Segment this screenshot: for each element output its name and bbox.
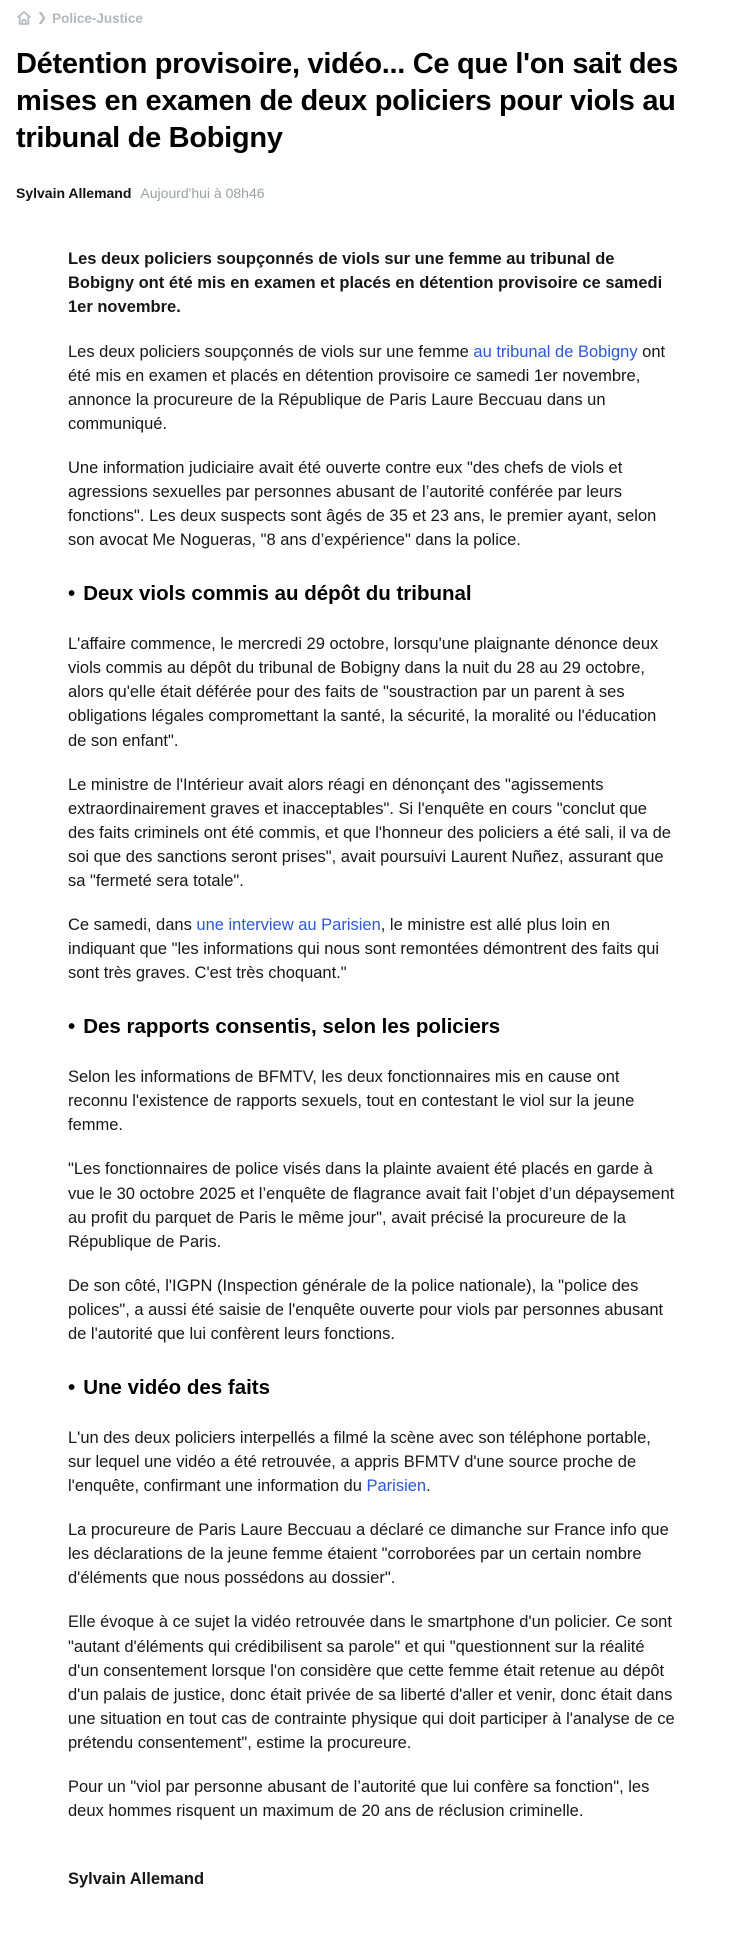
article-paragraph: L'affaire commence, le mercredi 29 octobre, lorsqu'une plaignante dénonce deux viols commis au dépôt du tribunal de Bobigny dans la nuit du 28 au 29 octobre, alors qu'elle était déférée pour des faits de "soustraction par un parent à ses obligations légales compromettant la santé, la sécurité, la moralité ou l'éducation de son enfant". <box>68 635 659 750</box>
article-paragraph: "Les fonctionnaires de police visés dans la plainte avaient été placés en garde à vue le 30 octobre 2025 et l’enquête de flagrance avait fait l’objet d’un dépaysement au profit du parquet de Paris le même jour", avait précisé la procureure de la République de Paris. <box>68 1160 675 1251</box>
article-paragraph: L'un des deux policiers interpellés a filmé la scène avec son téléphone portable, sur lequel une vidéo a été retrouvée, a appris BFMTV d'une source proche de l'enquête, confirmant une information du Parisien. <box>68 1428 651 1496</box>
bullet-icon: • <box>68 1015 76 1039</box>
article-content <box>68 340 678 1824</box>
article-title: Détention provisoire, vidéo... Ce que l'on sait des mises en examen de deux policiers pour viols au tribunal de Bobigny <box>16 48 678 155</box>
bullet-icon: • <box>68 582 76 606</box>
chevron-right-icon: ❯ <box>37 10 48 24</box>
breadcrumb-section-link[interactable]: Police-Justice <box>52 10 143 26</box>
section-heading: • Une vidéo des faits <box>68 1375 271 1399</box>
author-name: Sylvain Allemand <box>16 185 132 202</box>
article-paragraph: Une information judiciaire avait été ouverte contre eux "des chefs de viols et agressions sexuelles par personnes abusant de l’autorité conférée par leurs fonctions". Les deux suspects sont âgés de 35 et 23 ans, le premier ayant, selon son avocat Me Nogueras, "8 ans d’expérience" dans la police. <box>68 458 657 550</box>
article-paragraph: Elle évoque à ce sujet la vidéo retrouvée dans le smartphone d'un policier. Ce sont "autant d'éléments qui crédibilisent sa parole" et qui "questionnent sur la réalité d'un consentement lorsque l'on considère que cette femme était retenue au dépôt d'un palais de justice, donc était privée de sa liberté d'aller et venir, donc était dans une situation en tout cas de contrainte physique qui doit participer à l'analyse de ce prétendu consentement", estime la procureure. <box>68 1613 675 1752</box>
inline-link[interactable]: au tribunal de Bobigny <box>473 342 638 361</box>
article-body <box>68 247 678 1891</box>
article-paragraph: Le ministre de l'Intérieur avait alors réagi en dénonçant des "agissements extraordinairement graves et inacceptables". Si l'enquête en cours "conclut que des faits criminels ont été commis, et que l'honneur des policiers a été sali, il va de soi que des sanctions seront prises", avait poursuivi Laurent Nuñez, assurant que sa "fermeté sera totale". <box>68 775 671 890</box>
article-paragraph: De son côté, l'IGPN (Inspection générale de la police nationale), la "police des polices", a aussi été saisie de l'enquête ouverte pour viols par personnes abusant de l'autorité que lui confèrent leurs fonctions. <box>68 1276 664 1343</box>
article-paragraph: La procureure de Paris Laure Beccuau a déclaré ce dimanche sur France info que les déclarations de la jeune femme étaient "corroborées par un certain nombre d'éléments que nous possédons au dossier". <box>68 1521 669 1588</box>
bullet-icon: • <box>68 1375 76 1399</box>
byline <box>16 185 724 201</box>
article-paragraph: Pour un "viol par personne abusant de l’autorité que lui confère sa fonction", les deux hommes risquent un maximum de 20 ans de réclusion criminelle. <box>68 1777 650 1820</box>
article-paragraph: Selon les informations de BFMTV, les deux fonctionnaires mis en cause ont reconnu l'existence de rapports sexuels, tout en contestant le viol sur la jeune femme. <box>68 1068 635 1135</box>
publish-date: Aujourd'hui à 08h46 <box>140 185 265 202</box>
section-heading: • Deux viols commis au dépôt du tribunal <box>68 582 472 606</box>
article-paragraph: Les deux policiers soupçonnés de viols sur une femme au tribunal de Bobigny ont été mis en examen et placés en détention provisoire ce samedi 1er novembre, annonce la procureure de la République de Paris Laure Beccuau dans un communiqué. <box>68 342 666 433</box>
breadcrumb <box>16 10 724 26</box>
inline-link[interactable]: Parisien <box>366 1477 427 1496</box>
article-paragraph: Ce samedi, dans une interview au Parisien, le ministre est allé plus loin en indiquant que "les informations qui nous sont remontées démontrent des faits qui sont très graves. C'est très choquant." <box>68 915 660 983</box>
section-heading: • Des rapports consentis, selon les policiers <box>68 1015 501 1039</box>
article-lede: Les deux policiers soupçonnés de viols sur une femme au tribunal de Bobigny ont été mis en examen et placés en détention provisoire ce samedi 1er novembre. <box>68 250 663 317</box>
inline-link[interactable]: une interview au Parisien <box>196 915 381 934</box>
home-icon[interactable] <box>16 10 32 26</box>
article-signature: Sylvain Allemand <box>68 1870 205 1889</box>
